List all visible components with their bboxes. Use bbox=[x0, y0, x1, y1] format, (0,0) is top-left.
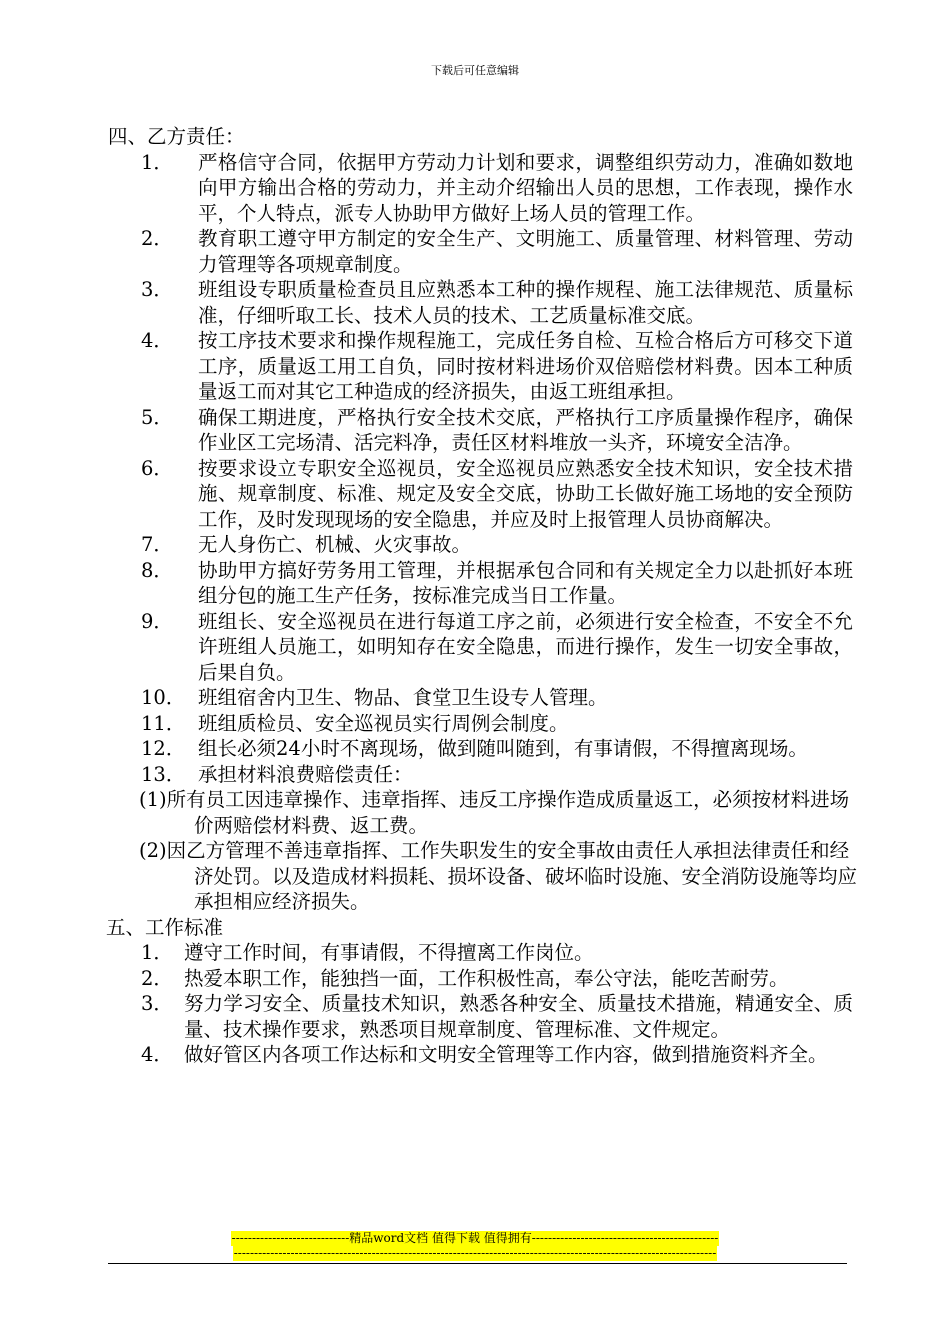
section-4-item-number: 7． bbox=[141, 533, 173, 556]
section-5-item-text: 热爱本职工作，能独挡一面，工作积极性高，奉公守法，能吃苦耐劳。 bbox=[184, 966, 789, 990]
section-5-title: 五、工作标准 bbox=[106, 915, 224, 939]
footer-rule bbox=[108, 1263, 847, 1264]
section-4-item-text: 按工序技术要求和操作规程施工，完成任务自检、互检合格后方可移交下道工序，质量返工用工自负，同时按材料进场价双倍赔偿材料费。因本工种质量返工而对其它工种造成的经济损失，由返工班组承担。 bbox=[198, 329, 853, 403]
section-4-list bbox=[108, 150, 853, 788]
section-4-item-number: 2． bbox=[141, 227, 173, 250]
section-4-sub-item-number: (1) bbox=[139, 788, 167, 811]
section-4-item-number: 9． bbox=[141, 609, 173, 633]
section-4-item-number: 13． bbox=[141, 762, 186, 786]
section-4-item bbox=[108, 609, 853, 686]
section-5-item-text: 做好管区内各项工作达标和文明安全管理等工作内容，做到措施资料齐全。 bbox=[184, 1043, 828, 1066]
section-4-item-text: 严格信守合同，依据甲方劳动力计划和要求，调整组织劳动力，准确如数地向甲方输出合格的劳动力，并主动介绍输出人员的思想，工作表现，操作水平，个人特点，派专人协助甲方做好上场人员的管理工作。 bbox=[198, 150, 853, 225]
section-4-sub-item bbox=[139, 838, 857, 915]
section-4-item-number: 5． bbox=[141, 405, 173, 429]
section-5-item bbox=[108, 940, 853, 966]
section-4-sub-item-number: (2) bbox=[139, 839, 167, 862]
section-5-item-number: 4． bbox=[141, 1043, 173, 1066]
section-4-sub-item-text: 因乙方管理不善违章指挥、工作失职发生的安全事故由责任人承担法律责任和经济处罚。以及造成材料损耗、损坏设备、破坏临时设施、安全消防设施等均应承担相应经济损失。 bbox=[166, 839, 858, 913]
section-4-item-text: 承担材料浪费赔偿责任： bbox=[198, 762, 413, 786]
section-4-item-text: 无人身伤亡、机械、火灾事故。 bbox=[198, 533, 472, 556]
section-4-item-text: 协助甲方搞好劳务用工管理，并根据承包合同和有关规定全力以赴抓好本班组分包的施工生产任务，按标准完成当日工作量。 bbox=[198, 558, 853, 607]
section-5-item bbox=[108, 966, 853, 992]
section-4-item bbox=[108, 150, 853, 227]
section-4-item-text: 班组宿舍内卫生、物品、食堂卫生设专人管理。 bbox=[198, 686, 608, 709]
page-header: 下载后可任意编辑 bbox=[431, 64, 519, 77]
section-5-item bbox=[108, 991, 853, 1042]
section-4-item bbox=[108, 328, 853, 405]
section-4-item-text: 班组质检员、安全巡视员实行周例会制度。 bbox=[198, 711, 569, 735]
section-4-sub-item bbox=[139, 787, 857, 838]
section-4-sub-list bbox=[139, 787, 857, 915]
footer-dashes-text: ----------------------------------------------------------------------------------------------------------------------- bbox=[233, 1246, 717, 1260]
section-4-item-text: 班组设专职质量检查员且应熟悉本工种的操作规程、施工法律规范、质量标准，仔细听取工长、技术人员的技术、工艺质量标准交底。 bbox=[198, 278, 853, 327]
section-5-item-number: 2． bbox=[141, 966, 173, 990]
section-4-title: 四、乙方责任： bbox=[108, 125, 245, 148]
section-4-item-text: 班组长、安全巡视员在进行每道工序之前，必须进行安全检查，不安全不允许班组人员施工，如明知存在安全隐患，而进行操作，发生一切安全事故，后果自负。 bbox=[198, 609, 853, 684]
section-4-item-number: 8． bbox=[141, 558, 173, 582]
section-4-item-number: 4． bbox=[141, 329, 173, 352]
section-4-item bbox=[108, 532, 853, 558]
document-body bbox=[106, 124, 858, 1068]
section-5-item-text: 努力学习安全、质量技术知识，熟悉各种安全、质量技术措施，精通安全、质量、技术操作要求，熟悉项目规章制度、管理标准、文件规定。 bbox=[184, 992, 853, 1041]
section-5-item-text: 遵守工作时间，有事请假，不得擅离工作岗位。 bbox=[184, 941, 594, 964]
section-4-item-number: 6． bbox=[141, 456, 173, 480]
footer-dashes bbox=[0, 1246, 950, 1261]
section-4-item-number: 1． bbox=[141, 150, 173, 174]
section-5-item-number: 1． bbox=[141, 941, 173, 964]
section-5-item bbox=[108, 1042, 853, 1068]
section-4-item-text: 按要求设立专职安全巡视员，安全巡视员应熟悉安全技术知识，安全技术措施、规章制度、标准、规定及安全交底，协助工长做好施工场地的安全预防工作，及时发现现场的安全隐患，并应及时上报管理人员协商解决。 bbox=[198, 456, 853, 531]
section-5-list bbox=[108, 940, 853, 1068]
section-4-item-number: 11． bbox=[141, 711, 186, 735]
section-4-item bbox=[108, 736, 853, 762]
section-4-item-text: 教育职工遵守甲方制定的安全生产、文明施工、质量管理、材料管理、劳动力管理等各项规章制度。 bbox=[198, 227, 853, 276]
section-4-item bbox=[108, 558, 853, 609]
section-4-item bbox=[108, 405, 853, 456]
section-4-item-number: 12． bbox=[141, 737, 186, 760]
section-4-item bbox=[108, 226, 853, 277]
section-4-sub-item-text: 所有员工因违章操作、违章指挥、违反工序操作造成质量返工，必须按材料进场价两赔偿材料费、返工费。 bbox=[166, 788, 850, 837]
footer-banner bbox=[0, 1231, 950, 1246]
footer-banner-text: -----------------------------精品word文档 值得下载 值得拥有---------------------------------------------- bbox=[231, 1231, 719, 1245]
section-5-item-number: 3． bbox=[141, 992, 173, 1015]
section-4-item bbox=[108, 711, 853, 737]
section-4-item-text: 确保工期进度，严格执行安全技术交底，严格执行工序质量操作程序，确保作业区工完场清、活完料净，责任区材料堆放一头齐，环境安全洁净。 bbox=[198, 405, 853, 454]
section-4-item bbox=[108, 685, 853, 711]
section-4-item-number: 3． bbox=[141, 278, 173, 301]
section-4-item-text: 组长必须24小时不离现场，做到随叫随到，有事请假，不得擅离现场。 bbox=[198, 737, 808, 760]
section-4-item bbox=[108, 456, 853, 533]
section-4-item-number: 10． bbox=[141, 686, 186, 709]
section-4-item bbox=[108, 277, 853, 328]
section-4-item bbox=[108, 762, 853, 788]
